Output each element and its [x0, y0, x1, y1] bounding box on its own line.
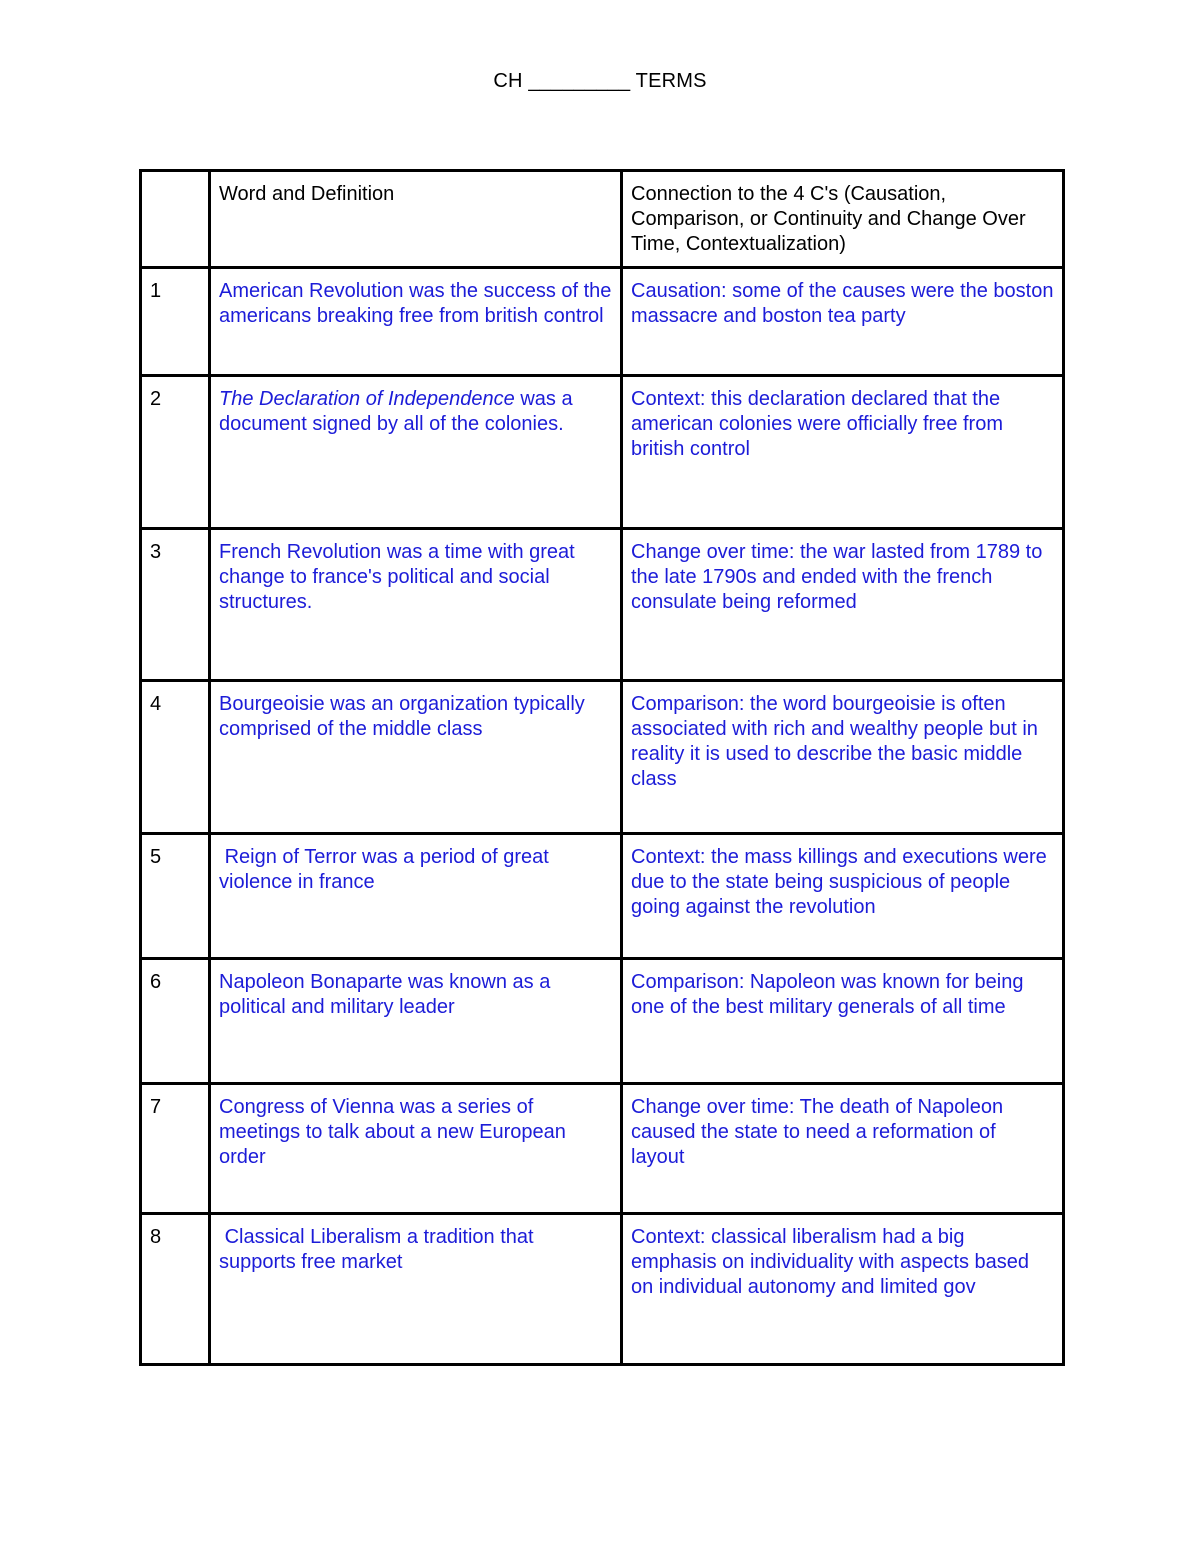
word-definition: American Revolution was the success of the americans breaking free from british control	[210, 268, 622, 376]
table-header-row	[141, 171, 1064, 268]
word-definition: was a document signed by all of the colonies.	[219, 388, 573, 435]
table-row	[141, 1214, 1064, 1365]
terms-table	[139, 169, 1065, 1366]
row-number: 3	[141, 529, 210, 681]
word-definition: French Revolution was a time with great change to france's political and social structures.	[210, 529, 622, 681]
word-definition-cell	[210, 376, 622, 529]
connection-text: Context: the mass killings and executions were due to the state being suspicious of people going against the revolution	[622, 834, 1064, 959]
row-number: 2	[141, 376, 210, 529]
word-definition	[210, 834, 622, 959]
word-definition: Bourgeoisie was an organization typically comprised of the middle class	[210, 681, 622, 834]
word-definition	[210, 1214, 622, 1365]
row-number: 8	[141, 1214, 210, 1365]
connection-text: Context: this declaration declared that the american colonies were officially free from british control	[622, 376, 1064, 529]
table-row	[141, 959, 1064, 1084]
connection-text: Comparison: Napoleon was known for being one of the best military generals of all time	[622, 959, 1064, 1084]
connection-text: Change over time: The death of Napoleon caused the state to need a reformation of layout	[622, 1084, 1064, 1214]
table-row	[141, 376, 1064, 529]
connection-text: Causation: some of the causes were the boston massacre and boston tea party	[622, 268, 1064, 376]
table-row	[141, 268, 1064, 376]
connection-text: Context: classical liberalism had a big emphasis on individuality with aspects based on individual autonomy and limited gov	[622, 1214, 1064, 1365]
word-definition-text: Classical Liberalism a tradition that supports free market	[219, 1226, 534, 1273]
header-connection-cell: Connection to the 4 C's (Causation, Comparison, or Continuity and Change Over Time, Contextualization)	[622, 171, 1064, 268]
table-row	[141, 529, 1064, 681]
row-number: 5	[141, 834, 210, 959]
word-definition: Congress of Vienna was a series of meetings to talk about a new European order	[210, 1084, 622, 1214]
connection-text: Change over time: the war lasted from 1789 to the late 1790s and ended with the french consulate being reformed	[622, 529, 1064, 681]
row-number: 6	[141, 959, 210, 1084]
row-number: 1	[141, 268, 210, 376]
page-title: CH _________ TERMS	[493, 70, 707, 92]
table-row	[141, 834, 1064, 959]
header-number-cell	[141, 171, 210, 268]
row-number: 7	[141, 1084, 210, 1214]
table-row	[141, 1084, 1064, 1214]
table-row	[141, 681, 1064, 834]
word-definition-text: Reign of Terror was a period of great violence in france	[219, 846, 549, 893]
header-word-cell: Word and Definition	[210, 171, 622, 268]
word-term-italic: The Declaration of Independence	[219, 388, 515, 410]
word-definition: Napoleon Bonaparte was known as a political and military leader	[210, 959, 622, 1084]
connection-text: Comparison: the word bourgeoisie is often associated with rich and wealthy people but in reality it is used to describe the basic middle class	[622, 681, 1064, 834]
row-number: 4	[141, 681, 210, 834]
